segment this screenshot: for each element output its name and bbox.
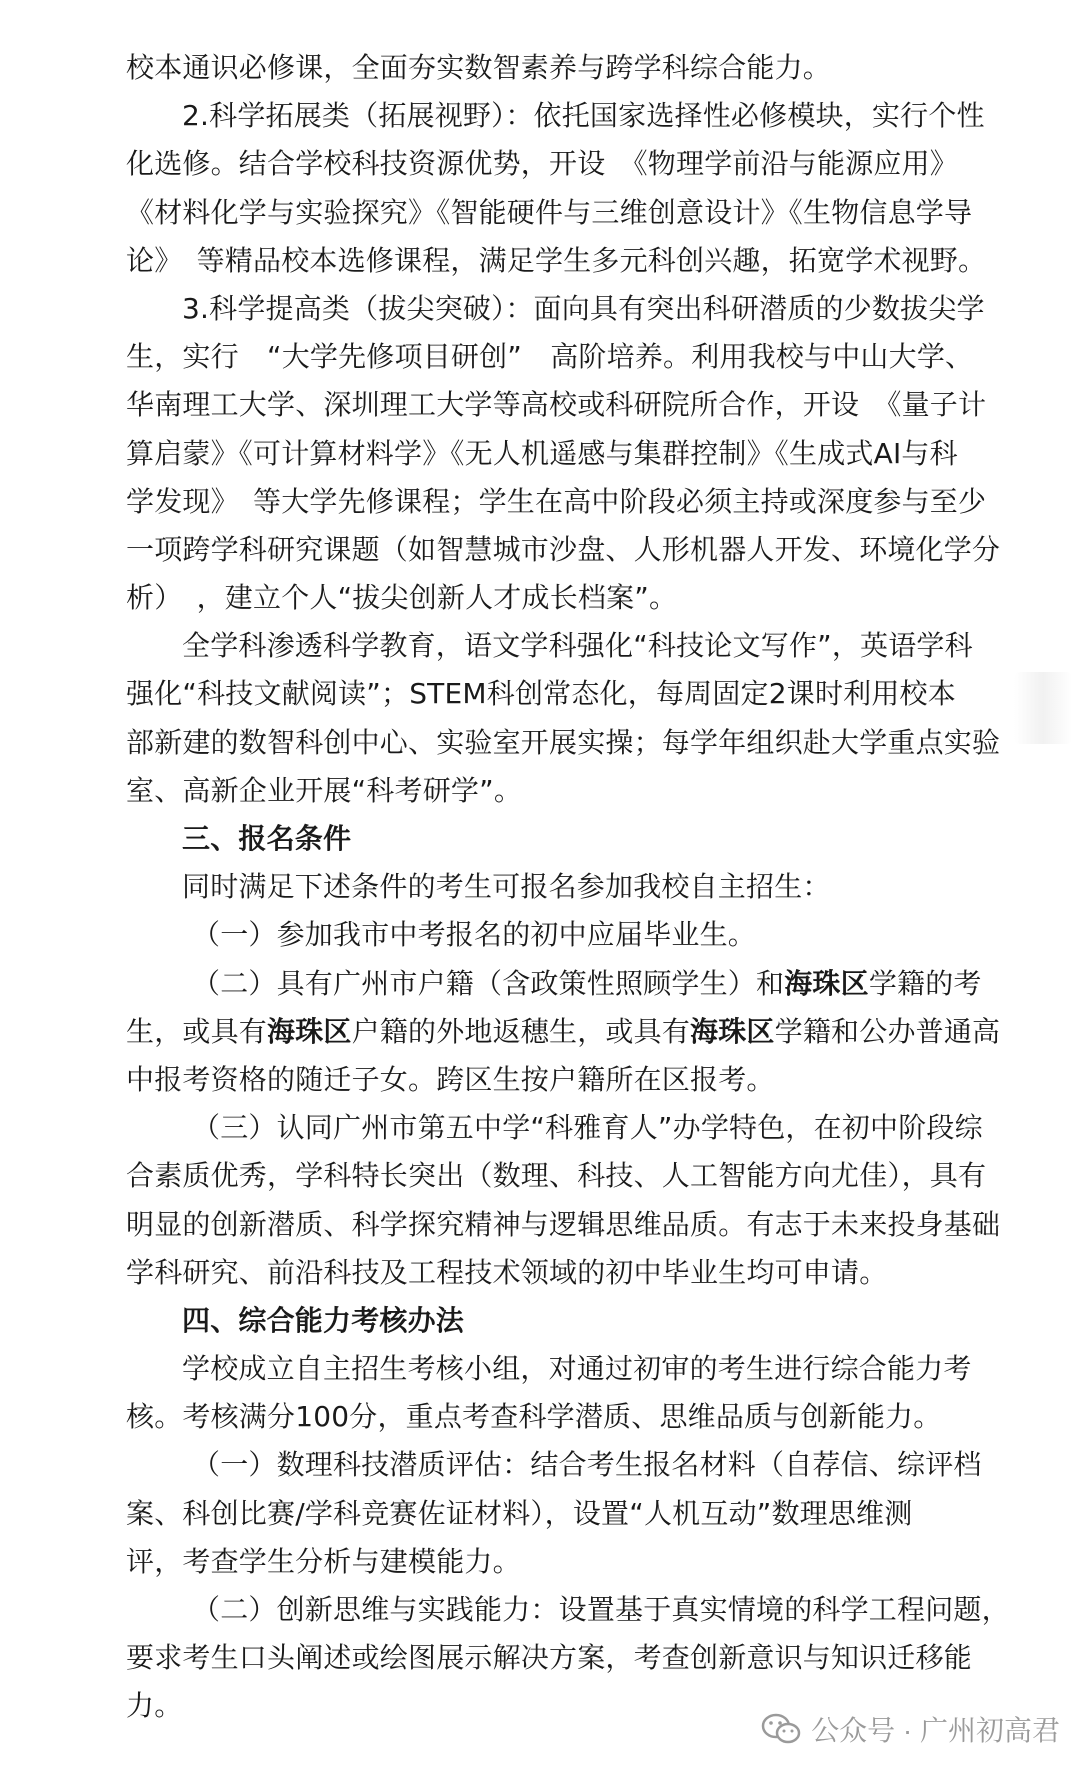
paragraph-line: 华南理工大学、深圳理工大学等高校或科研院所合作，开设 《量子计 [126,388,987,422]
assessment-1-line: （一）数理科技潜质评估：结合考生报名材料（自荐信、综评档 [192,1448,982,1482]
paragraph-line: 一项跨学科研究课题（如智慧城市沙盘、人形机器人开发、环境化学分 [126,532,1001,566]
paragraph-line: 校本通识必修课，全面夯实数智素养与跨学科综合能力。 [126,51,832,84]
wechat-icon [761,1712,801,1746]
paragraph-line: 学发现》 等大学先修课程；学生在高中阶段必须主持或深度参与至少 [126,484,987,518]
paragraph-line: 《材料化学与实验探究》《智能硬件与三维创意设计》《生物信息学导 [126,195,973,229]
district-name: 海珠区 [690,1014,775,1048]
assessment-1-line: 评，考查学生分析与建模能力。 [126,1544,521,1578]
assessment-2-line: 要求考生口头阐述或绘图展示解决方案，考查创新意识与知识迁移能 [126,1641,973,1675]
paragraph-line: 论》 等精品校本选修课程，满足学生多元科创兴趣，拓宽学术视野。 [126,243,987,277]
paragraph-line: 3.科学提高类（拔尖突破）：面向具有突出科研潜质的少数拔尖学 [182,291,985,325]
condition-2-line-2 [126,1008,1001,1056]
condition-2-text: 学籍和公办普通高 [774,1014,1001,1048]
condition-2-text: 生，或具有 [126,1014,268,1048]
condition-2-text: 户籍的外地返穗生，或具有 [351,1014,691,1048]
section-heading-4: 四、综合能力考核办法 [182,1303,465,1337]
document-body [126,44,1010,1731]
condition-3-line: （三）认同广州市第五中学“科雅育人”办学特色，在初中阶段综 [192,1111,983,1145]
district-name: 海珠区 [784,966,869,1000]
watermark [761,1709,1060,1749]
assessment-2-line: 力。 [126,1689,183,1723]
paragraph-line: 化选修。结合学校科技资源优势，开设 《物理学前沿与能源应用》 [126,147,959,181]
paragraph-line: 强化“科技文献阅读”；STEM科创常态化，每周固定2课时利用校本 [126,677,956,711]
condition-1: （一）参加我市中考报名的初中应届毕业生。 [192,918,757,952]
section-3-intro: 同时满足下述条件的考生可报名参加我校自主招生： [182,870,831,904]
district-name: 海珠区 [267,1014,352,1048]
assessment-2-line: （二）创新思维与实践能力：设置基于真实情境的科学工程问题， [192,1593,1010,1626]
condition-2-line-1 [126,960,982,1008]
condition-3-line: 明显的创新潜质、科学探究精神与逻辑思维品质。有志于未来投身基础 [126,1207,1001,1241]
condition-3-line: 合素质优秀，学科特长突出（数理、科技、人工智能方向尤佳），具有 [126,1159,987,1193]
section-heading-3: 三、报名条件 [182,822,352,855]
paragraph-line: 全学科渗透科学教育，语文学科强化“科技论文写作”，英语学科 [182,629,973,663]
condition-2-text: 学籍的考 [868,966,982,1000]
paragraph-line: 析） ，建立个人“拔尖创新人才成长档案”。 [126,581,678,615]
paragraph-line: 室、高新企业开展“科考研学”。 [126,773,523,807]
condition-3-line: 学科研究、前沿科技及工程技术领域的初中毕业生均可申请。 [126,1255,888,1289]
scan-shadow [1014,672,1072,744]
assessment-1-line: 案、科创比赛/学科竞赛佐证材料），设置“人机互动”数理思维测 [126,1496,913,1530]
watermark-text: 公众号 · 广州初高君 [811,1715,1060,1746]
condition-2-line-3: 中报考资格的随迁子女。跨区生按户籍所在区报考。 [126,1062,775,1096]
section-4-line: 学校成立自主招生考核小组，对通过初审的考生进行综合能力考 [182,1352,972,1386]
section-4-line: 核。考核满分100分，重点考查科学潜质、思维品质与创新能力。 [126,1400,942,1434]
condition-2-text: （二）具有广州市户籍（含政策性照顾学生）和 [192,966,785,1000]
paragraph-line: 2.科学拓展类（拓展视野）：依托国家选择性必修模块，实行个性 [182,99,985,133]
paragraph-line: 部新建的数智科创中心、实验室开展实操；每学年组织赴大学重点实验 [126,725,1001,759]
paragraph-line: 生，实行 “大学先修项目研创” 高阶培养。利用我校与中山大学、 [126,340,974,374]
paragraph-line: 算启蒙》《可计算材料学》《无人机遥感与集群控制》《生成式AI与科 [126,436,958,470]
